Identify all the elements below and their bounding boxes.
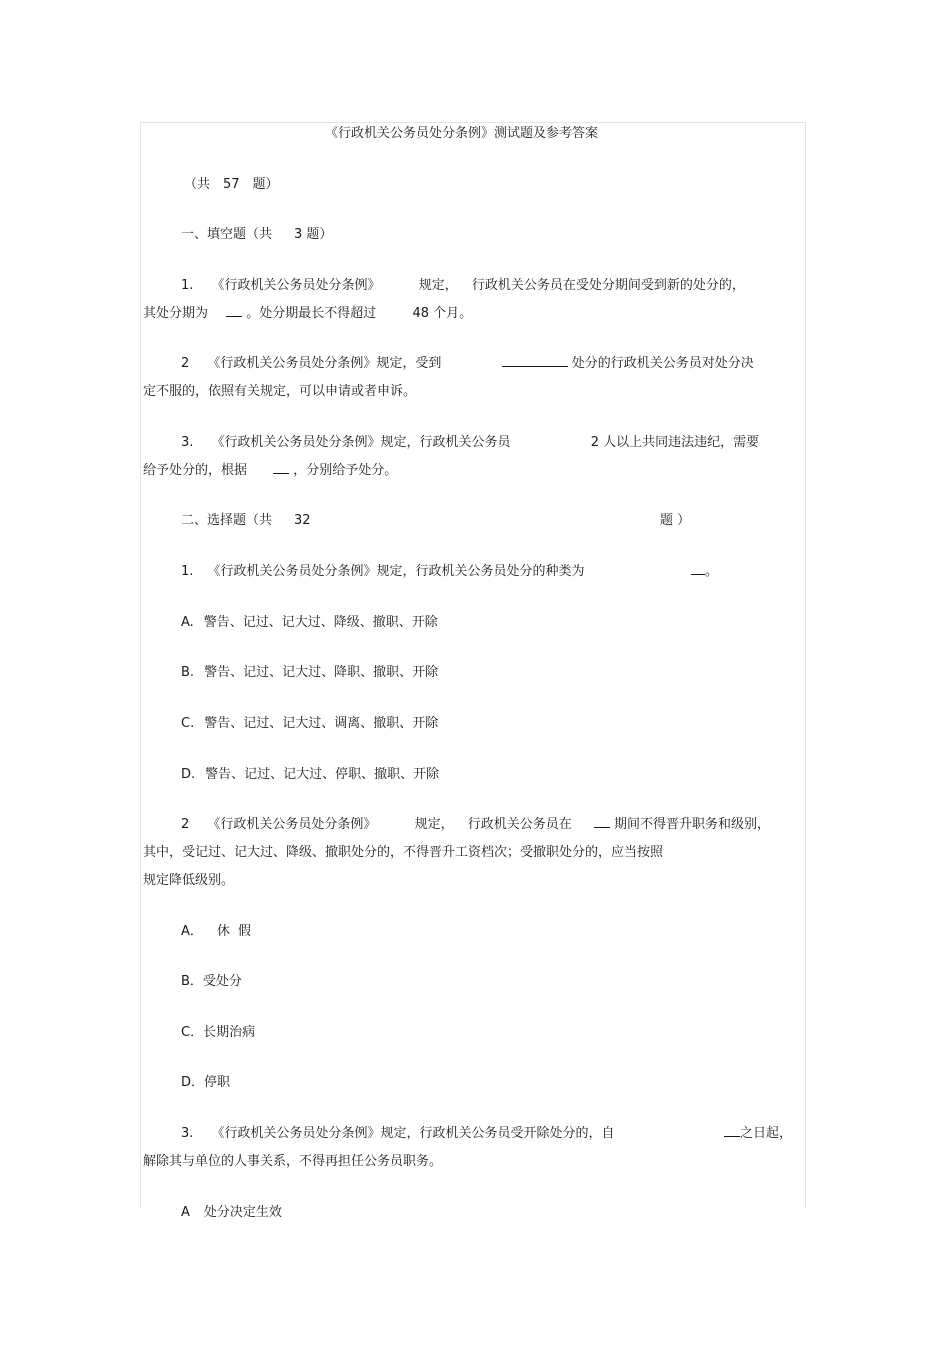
answer-blank[interactable] [691, 564, 705, 575]
s2-q2-line3: 规定降低级别。 [143, 873, 235, 888]
s2-q2-line1: 2 《行政机关公务员处分条例》 规定， 行政机关公务员在 期间不得晋升职务和级别， [181, 817, 771, 832]
answer-blank[interactable] [226, 306, 242, 317]
s1-q2-line1: 2 《行政机关公务员处分条例》规定，受到 处分的行政机关公务员对处分决 [181, 356, 754, 371]
s2-q2-option-a[interactable]: A． 休 假 [181, 924, 254, 939]
s2-q1-option-a[interactable]: A. 警告、记过、记大过、降级、撤职、开除 [181, 615, 438, 630]
s2-q3-line1: 3. 《行政机关公务员处分条例》规定，行政机关公务员受开除处分的，自 [181, 1126, 615, 1141]
s1-q1-line1: 1. 《行政机关公务员处分条例》 规定， 行政机关公务员在受处分期间受到新的处分的， [181, 278, 745, 293]
answer-blank[interactable] [724, 1130, 740, 1137]
s2-q1-stem: 1. 《行政机关公务员处分条例》规定，行政机关公务员处分的种类为 [181, 564, 585, 579]
s2-q1-option-c[interactable]: C. 警告、记过、记大过、调离、撤职、开除 [181, 716, 439, 731]
s2-q2-option-c[interactable]: C．长期治病 [181, 1025, 256, 1040]
s1-q2-line2: 定不服的，依照有关规定，可以申请或者申诉。 [143, 384, 417, 399]
s2-q1-blank-end: 。 [691, 564, 718, 580]
s2-q3-option-a[interactable]: A 处分决定生效 [181, 1205, 282, 1220]
section1-heading: 一、填空题（共 3 题） [181, 227, 333, 242]
s2-q1-option-d[interactable]: D. 警告、记过、记大过、停职、撤职、开除 [181, 767, 440, 782]
section2-heading-end: 题 ） [660, 513, 691, 528]
document-title: 《行政机关公务员处分条例》测试题及参考答案 [325, 126, 599, 141]
s1-q1-line2: 其处分期为 。处分期最长不得超过 48 个月。 [143, 306, 473, 321]
section2-heading: 二、选择题（共 32 [181, 513, 311, 528]
s2-q3-line2: 解除其与单位的人事关系，不得再担任公务员职务。 [143, 1154, 443, 1169]
s2-q1-option-b[interactable]: B. 警告、记过、记大过、降职、撤职、开除 [181, 665, 439, 680]
question-total: （共 57 题） [184, 177, 279, 192]
s1-q3-line2: 给予处分的，根据 ，分别给予处分。 [143, 463, 398, 478]
answer-blank[interactable] [502, 356, 568, 367]
s2-q2-option-b[interactable]: B．受处分 [181, 974, 242, 989]
s2-q2-line2: 其中，受记过、记大过、降级、撤职处分的，不得晋升工资档次；受撤职处分的，应当按照 [143, 845, 664, 860]
s2-q2-option-d[interactable]: D．停职 [181, 1075, 231, 1090]
s1-q3-line1: 3. 《行政机关公务员处分条例》规定，行政机关公务员 2 人以上共同违法违纪，需要 [181, 435, 760, 450]
answer-blank[interactable] [273, 463, 289, 474]
s2-q3-blank-end: 之日起， [724, 1126, 792, 1142]
answer-blank[interactable] [594, 817, 610, 828]
